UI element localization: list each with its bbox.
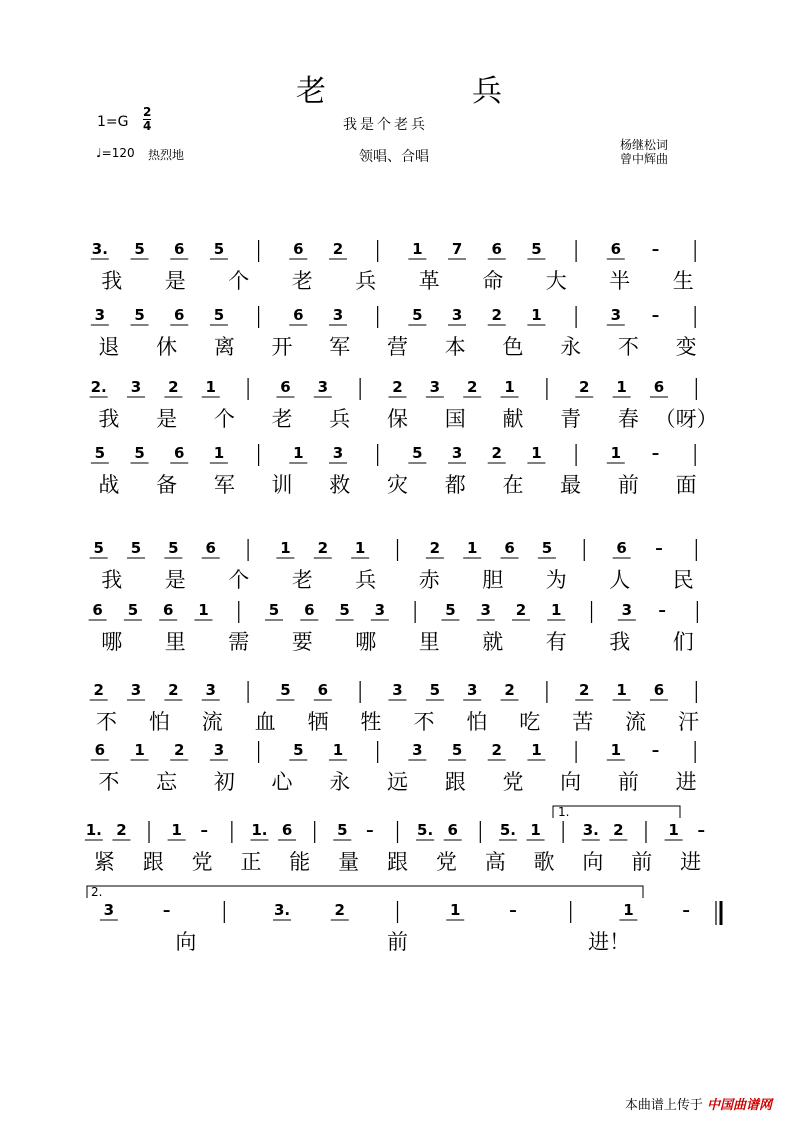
lyric-word: 是	[164, 269, 186, 293]
lyric-word: 正	[240, 850, 262, 874]
note: 3	[213, 741, 225, 759]
lyric-word: 变	[675, 335, 697, 359]
note: 1	[293, 444, 304, 462]
note: 1	[412, 240, 423, 258]
note: 5	[134, 240, 145, 258]
note: 2	[491, 444, 502, 462]
lyric-word: 本	[444, 335, 466, 359]
note: 6	[174, 306, 185, 324]
note: –	[682, 901, 690, 919]
lyric-word: 都	[444, 473, 466, 497]
note: 1	[213, 444, 225, 462]
note: 6	[162, 601, 174, 619]
note: 6	[94, 741, 106, 759]
note: 5	[93, 539, 104, 557]
note: –	[200, 821, 208, 839]
lyric-word: 备	[156, 473, 178, 497]
composer: 曾中辉曲	[620, 152, 669, 166]
note: 5	[280, 681, 291, 699]
note: 3	[374, 601, 386, 619]
lyric-word: 不	[413, 710, 435, 734]
note: 2	[466, 378, 478, 396]
lyric-word: 革	[418, 269, 440, 293]
note: 3	[130, 681, 142, 699]
lyric-word: 流	[625, 710, 647, 734]
note: 1	[354, 539, 366, 557]
note: 3	[332, 444, 344, 462]
note: 1	[531, 306, 542, 324]
lyric-word: 哪	[355, 630, 377, 654]
lyric-word: （呀）	[654, 407, 718, 431]
lyric-word: 就	[482, 630, 504, 654]
note: 2	[317, 539, 329, 557]
site-logo: 中国曲谱网	[706, 1098, 772, 1113]
note: 5	[213, 306, 225, 324]
note: 1	[450, 901, 461, 919]
lyric-word: 老	[291, 568, 313, 592]
note: –	[651, 240, 660, 258]
note: 3.	[273, 901, 291, 919]
note: 6	[293, 240, 304, 258]
lyric-word: 高	[484, 850, 506, 874]
lyric-word: 大	[545, 269, 567, 293]
note: 1	[280, 539, 291, 557]
note: 1	[530, 821, 541, 839]
lyric-word: 我	[101, 269, 123, 293]
note: 2	[491, 741, 502, 759]
note: 2	[93, 681, 104, 699]
note: 6	[304, 601, 315, 619]
lyric-word: 为	[545, 568, 567, 592]
note: 3	[332, 306, 344, 324]
lyric-word: 有	[545, 630, 567, 654]
lyric-word: 军	[329, 335, 351, 359]
time-sig-bottom: 4	[143, 119, 152, 133]
note: 6	[504, 539, 515, 557]
note: 6	[317, 681, 329, 699]
note: 1	[134, 741, 145, 759]
note: 5	[412, 444, 423, 462]
note: 5	[451, 741, 463, 759]
note: 2	[613, 821, 624, 839]
lyric-word: 党	[502, 770, 524, 794]
lyric-word: 兵	[355, 269, 377, 293]
lyric-word: 国	[444, 407, 466, 431]
note: 5	[168, 539, 179, 557]
performance-note: 领唱、合唱	[359, 149, 429, 165]
lyric-word: 我	[101, 568, 123, 592]
lyric-word: 进	[675, 770, 697, 794]
note: 1.	[251, 821, 268, 839]
note: 5	[531, 240, 542, 258]
note: 5	[134, 306, 145, 324]
note: 1	[466, 539, 478, 557]
lyric-word: 向	[175, 930, 197, 954]
lyric-word: 里	[164, 630, 186, 654]
lyric-word: 不	[95, 710, 117, 734]
note: 3	[466, 681, 478, 699]
note: 3	[205, 681, 216, 699]
lyric-word: 跟	[387, 850, 408, 874]
note: 3	[451, 444, 463, 462]
footer	[625, 1094, 772, 1113]
note: 1	[198, 601, 209, 619]
expression: 热烈地	[148, 148, 185, 162]
note: 3	[429, 378, 441, 396]
lyric-word: 兵	[329, 407, 351, 431]
lyric-word: 牺	[307, 710, 329, 734]
lyric-word: 老	[291, 269, 313, 293]
lyric-word: 不	[98, 770, 120, 794]
note: 5	[339, 601, 350, 619]
note: 5	[337, 821, 348, 839]
lyric-word: 量	[338, 850, 360, 874]
lyric-word: 跟	[142, 850, 164, 874]
note: 6	[610, 240, 621, 258]
lyric-word: 哪	[101, 630, 123, 654]
note: 5	[130, 539, 142, 557]
lyric-word: 民	[672, 568, 694, 592]
note: 1	[623, 901, 634, 919]
footer-text: 本曲谱上传于	[624, 1098, 703, 1113]
lyric-word: 能	[289, 850, 311, 874]
note: 1	[610, 741, 621, 759]
note: –	[697, 821, 705, 839]
title-char-2: 兵	[472, 74, 502, 109]
lyric-word: 我	[98, 407, 120, 431]
lyric-word: 军	[213, 473, 235, 497]
note: 5	[213, 240, 225, 258]
note: 1	[531, 444, 542, 462]
note: 3	[103, 901, 115, 919]
lyric-word: 跟	[444, 770, 466, 794]
note: 5	[412, 306, 423, 324]
note: 2	[168, 681, 179, 699]
lyric-word: 营	[387, 335, 408, 359]
lyric-word: 要	[291, 630, 313, 654]
note: 2	[174, 741, 185, 759]
lyric-word: 色	[502, 335, 524, 359]
lyric-word: 个	[228, 568, 250, 592]
lyric-word: 需	[228, 630, 250, 654]
note: 3	[317, 378, 329, 396]
note: 6	[293, 306, 304, 324]
lyric-word: 忘	[156, 770, 178, 794]
volta-bracket-1	[553, 806, 680, 818]
lyric-word: 兵	[355, 568, 377, 592]
note: 6	[653, 378, 665, 396]
lyric-word: 苦	[572, 710, 594, 734]
lyric-word: 在	[502, 473, 524, 497]
lyric-word: 汗	[678, 710, 700, 734]
lyric-word: 紧	[93, 850, 115, 874]
lyric-word: 退	[98, 335, 120, 359]
lyric-word: 老	[271, 407, 293, 431]
note: –	[651, 741, 660, 759]
note: 2	[334, 901, 345, 919]
note: 1	[610, 444, 621, 462]
note: –	[651, 444, 660, 462]
note: 3	[94, 306, 106, 324]
lyric-word: 最	[560, 473, 582, 497]
volta-label-2: 2.	[91, 885, 103, 899]
lyric-word: 半	[609, 269, 631, 293]
volta-bracket-2	[87, 886, 643, 898]
note: –	[655, 539, 663, 557]
note: 6	[92, 601, 103, 619]
volta-label-1: 1.	[558, 805, 570, 819]
note: 5	[445, 601, 456, 619]
lyric-word: 救	[329, 473, 351, 497]
note: 6	[174, 240, 185, 258]
tempo: ♩=120	[96, 146, 135, 160]
lyric-word: 前	[617, 473, 639, 497]
lyricist: 杨继松词	[620, 138, 669, 152]
lyric-word: 胆	[482, 568, 504, 592]
lyric-word: 流	[201, 710, 223, 734]
note: 3.	[91, 240, 108, 258]
lyric-word: 是	[156, 407, 178, 431]
note: 2	[392, 378, 403, 396]
note: 1	[171, 821, 182, 839]
note: 1.	[85, 821, 102, 839]
lyric-word: 不	[617, 335, 639, 359]
note: –	[651, 306, 660, 324]
lyric-word: 初	[213, 770, 235, 794]
note: 5.	[417, 821, 434, 839]
note: 6	[616, 539, 627, 557]
lyric-word: 吃	[519, 710, 541, 734]
key-signature: 1=G	[97, 114, 129, 130]
lyric-word: 远	[387, 770, 408, 794]
note: 3	[130, 378, 142, 396]
note: 6	[653, 681, 665, 699]
lyric-word: 赤	[418, 568, 440, 592]
note: 2	[168, 378, 179, 396]
note: 5	[127, 601, 139, 619]
lyric-word: 永	[329, 770, 351, 794]
lyric-word: 训	[271, 473, 293, 497]
lyric-word: 向	[560, 770, 582, 794]
note: 2	[579, 378, 590, 396]
note: 3	[621, 601, 633, 619]
note: 6	[281, 821, 293, 839]
note: 1	[616, 378, 627, 396]
note: 3	[412, 741, 423, 759]
note: 6	[491, 240, 502, 258]
lyric-word: 生	[672, 269, 694, 293]
note: 5	[268, 601, 280, 619]
note: 6	[280, 378, 291, 396]
note: 5	[293, 741, 304, 759]
lyric-word: 献	[502, 407, 524, 431]
lyric-word: 们	[672, 630, 694, 654]
lyric-word: 牲	[360, 710, 382, 734]
lyric-word: 党	[435, 850, 457, 874]
time-sig-top: 2	[143, 105, 152, 119]
note: 3.	[582, 821, 599, 839]
lyric-word: 青	[560, 407, 582, 431]
lyric-word: 保	[387, 407, 408, 431]
lyric-word: 我	[609, 630, 631, 654]
note: 1	[551, 601, 562, 619]
lyric-word: 战	[98, 473, 120, 497]
lyric-word: 面	[675, 473, 697, 497]
lyric-word: 党	[191, 850, 213, 874]
note: 3	[480, 601, 491, 619]
note: 2	[491, 306, 502, 324]
note: 5.	[499, 821, 517, 839]
note: –	[658, 601, 666, 619]
lyric-word: 血	[254, 710, 276, 734]
lyric-word: 心	[271, 770, 293, 794]
lyric-word: 灾	[387, 473, 408, 497]
lyric-word: 命	[482, 269, 504, 293]
note: 2	[515, 601, 527, 619]
lyric-word: 前	[387, 930, 408, 954]
note: 1	[668, 821, 679, 839]
lyric-word: 进！	[588, 930, 631, 954]
note: –	[509, 901, 517, 919]
note: 5	[94, 444, 106, 462]
note: 3	[392, 681, 403, 699]
note: 1	[616, 681, 627, 699]
note: 2	[332, 240, 344, 258]
lyric-word: 永	[560, 335, 582, 359]
lyric-word: 向	[582, 850, 604, 874]
note: 1	[205, 378, 216, 396]
lyric-word: 歌	[533, 850, 555, 874]
note: 3	[610, 306, 621, 324]
note: 5	[541, 539, 553, 557]
title-char-1: 老	[296, 74, 326, 109]
lyric-word: 开	[271, 335, 293, 359]
subtitle: 我是个老兵	[343, 117, 428, 133]
note: 5	[134, 444, 145, 462]
lyric-word: 怕	[466, 710, 488, 734]
note: 2	[429, 539, 441, 557]
note: 6	[447, 821, 458, 839]
lyric-word: 个	[213, 407, 235, 431]
lyric-word: 是	[164, 568, 186, 592]
note: 3	[451, 306, 463, 324]
lyric-word: 里	[418, 630, 440, 654]
note: 2	[116, 821, 127, 839]
note: 2	[579, 681, 590, 699]
note: 2.	[90, 378, 107, 396]
note: 1	[531, 741, 542, 759]
lyric-word: 进	[680, 850, 702, 874]
note: 6	[205, 539, 216, 557]
lyric-word: 春	[617, 407, 639, 431]
note: 2	[504, 681, 515, 699]
lyric-word: 前	[631, 850, 653, 874]
note: 1	[504, 378, 515, 396]
lyric-word: 前	[617, 770, 639, 794]
lyric-word: 人	[609, 568, 631, 592]
lyric-word: 怕	[148, 710, 170, 734]
note: –	[162, 901, 171, 919]
lyric-word: 离	[213, 335, 235, 359]
note: 5	[429, 681, 441, 699]
lyric-word: 休	[156, 335, 178, 359]
note: 1	[332, 741, 344, 759]
note: –	[366, 821, 374, 839]
lyric-word: 个	[228, 269, 250, 293]
note: 7	[451, 240, 463, 258]
note: 6	[174, 444, 185, 462]
